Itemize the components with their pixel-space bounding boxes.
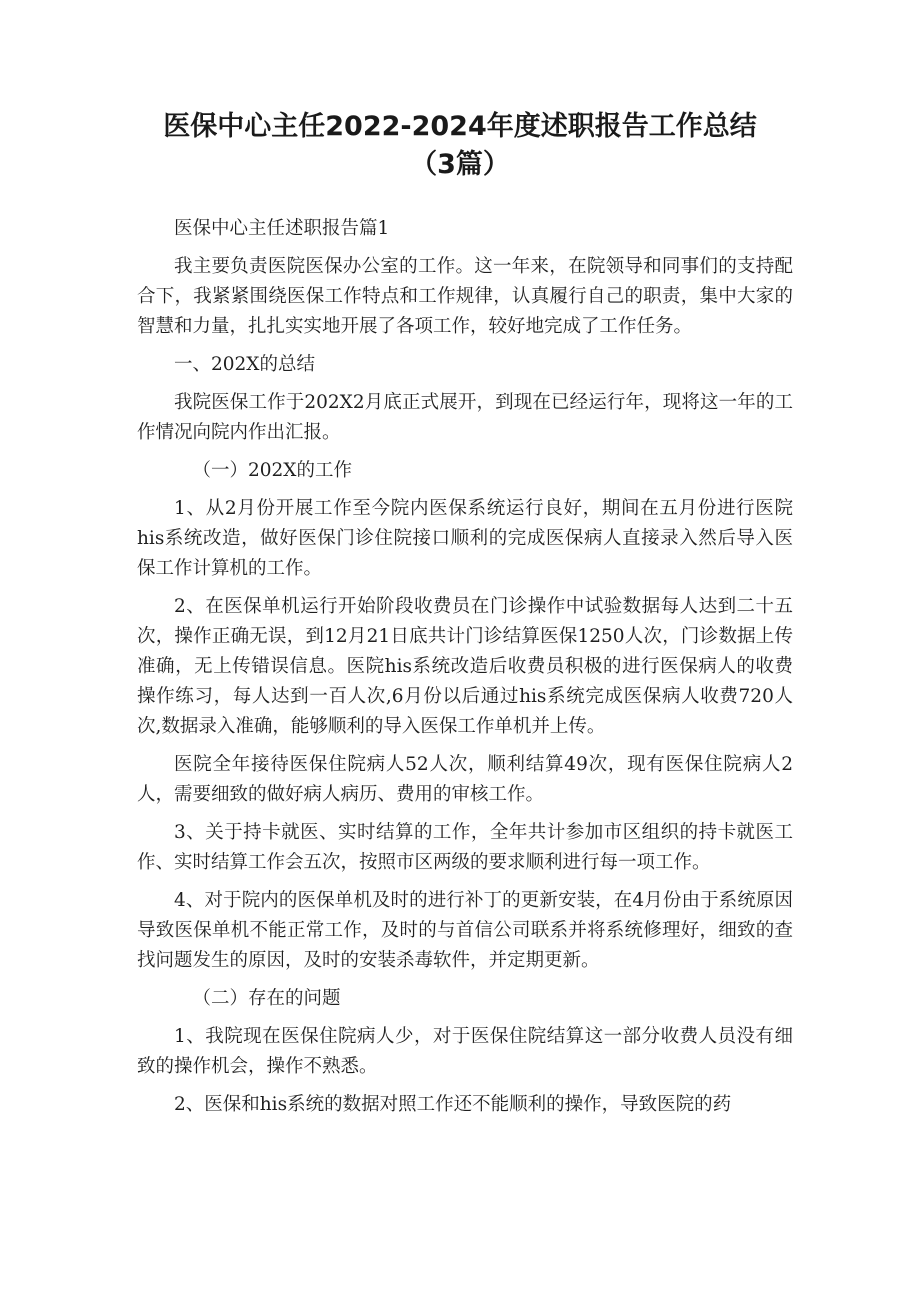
subsection-heading: （一）202X的工作 [192, 460, 352, 481]
paragraph: 4、对于院内的医保单机及时的进行补丁的更新安装，在4月份由于系统原因导致医保单机不能正常工作，及时的与首信公司联系并将系统修理好，细致的查找问题发生的原因，及时的安装杀毒软件，并定期更新。 [137, 890, 793, 971]
document-title: 医保中心主任2022-2024年度述职报告工作总结（3篇） [163, 111, 757, 180]
paragraph: 2、在医保单机运行开始阶段收费员在门诊操作中试验数据每人达到二十五次，操作正确无误，到12月21日底共计门诊结算医保1250人次，门诊数据上传准确，无上传错误信息。医院his系统改造后收费员积极的进行医保病人的收费操作练习，每人达到一百人次,6月份以后通过his系统完成医保病人收费720人次,数据录入准确，能够顺利的导入医保工作单机并上传。 [137, 596, 793, 737]
section-heading: 一、202X的总结 [174, 354, 315, 375]
paragraph: 1、我院现在医保住院病人少，对于医保住院结算这一部分收费人员没有细致的操作机会，操作不熟悉。 [137, 1026, 793, 1077]
paragraph: 我院医保工作于202X2月底正式展开，到现在已经运行年，现将这一年的工作情况向院内作出汇报。 [137, 392, 793, 443]
paragraph: 我主要负责医院医保办公室的工作。这一年来，在院领导和同事们的支持配合下，我紧紧围绕医保工作特点和工作规律，认真履行自己的职责，集中大家的智慧和力量，扎扎实实地开展了各项工作，较好地完成了工作任务。 [137, 256, 793, 337]
subsection-heading: （二）存在的问题 [192, 988, 341, 1009]
paragraph: 3、关于持卡就医、实时结算的工作，全年共计参加市区组织的持卡就医工作、实时结算工作会五次，按照市区两级的要求顺利进行每一项工作。 [137, 822, 793, 873]
paragraph: 2、医保和his系统的数据对照工作还不能顺利的操作，导致医院的药 [174, 1094, 732, 1115]
paragraph: 医院全年接待医保住院病人52人次，顺利结算49次，现有医保住院病人2人，需要细致的做好病人病历、费用的审核工作。 [137, 754, 793, 805]
section-heading: 医保中心主任述职报告篇1 [174, 218, 390, 239]
document-body [137, 214, 793, 1128]
paragraph: 1、从2月份开展工作至今院内医保系统运行良好，期间在五月份进行医院his系统改造，做好医保门诊住院接口顺利的完成医保病人直接录入然后导入医保工作计算机的工作。 [137, 498, 793, 579]
